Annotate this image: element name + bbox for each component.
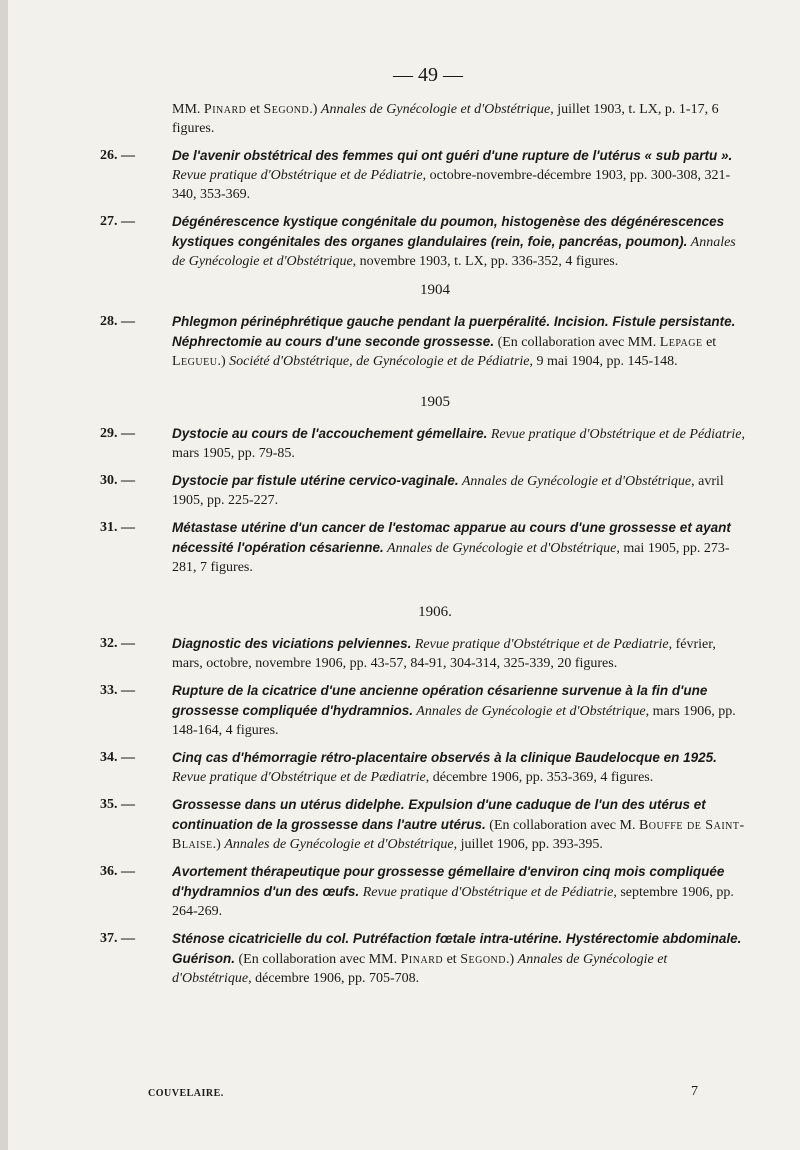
journal-name: Revue pratique d'Obstétrique et de Pédiatrie [487,427,742,442]
footer-signature: COUVELAIRE. [148,1088,224,1099]
footer-sheet-number: 7 [691,1084,698,1099]
entry-title: De l'avenir obstétrical des femmes qui ont guéri d'une rupture de l'utérus « sub partu ». [172,148,733,163]
entry-number: 33. — [100,683,135,698]
year-heading-1906: 1906. [418,604,452,620]
journal-name: Annales de Gynécologie et d'Obstétrique [172,235,736,269]
entry-title: Phlegmon périnéphrétique gauche pendant la puerpéralité. Incision. Fistule persistante. Néphrectomie au cours d'une seconde grossesse. [172,314,736,349]
entry-details: , mars 1906, pp. 148-164, 4 figures. [172,704,736,738]
entry-title: Diagnostic des viciations pelviennes. [172,636,412,651]
entry-36 [100,862,750,921]
journal-name: Société d'Obstétrique, de Gynécologie et de Pédiatrie [229,354,530,369]
entry-details: , septembre 1906, pp. 264-269. [172,885,734,919]
author-name: Segond [263,102,310,117]
entry-34 [100,748,750,787]
journal-name: Annales de Gynécologie et d'Obstétrique [320,102,551,117]
entry-29 [100,424,750,463]
entry-details: , avril 1905, pp. 225-227. [172,474,724,508]
entry-title: Sténose cicatricielle du col. Putréfaction fœtale intra-utérine. Hystérectomie abdominale. Guérison. [172,931,742,966]
entry-title: Métastase utérine d'un cancer de l'estomac apparue au cours d'une grossesse et ayant nécessité l'opération césarienne. [172,520,731,555]
entry-details: , février, mars, octobre, novembre 1906, pp. 43-57, 84-91, 304-314, 325-339, 20 figures. [172,637,716,671]
entry-details: , mai 1905, pp. 273-281, 7 figures. [172,541,730,575]
entry-number: 37. — [100,931,135,946]
author-name: Pinard [203,102,247,117]
entry-number: 35. — [100,797,135,812]
entry-32 [100,634,750,673]
entry-details: , mars 1905, pp. 79-85. [172,427,745,461]
entry-35: 35. — Grossesse dans un utérus didelphe. Expulsion d'une caduque de l'un des utérus et continuation de la grossesse dans l'autre utérus. (En collaboration avec M. Bouffe de Saint-Blaise.) Annales de Gynécologie et d'Obstétrique, juillet 1906, pp. 393-395. [100,797,745,852]
entry-number: 29. — [100,426,135,441]
author-name: Legueu [172,354,218,369]
journal-name: Annales de Gynécologie et d'Obstétrique [413,704,646,719]
entry-number: 30. — [100,473,135,488]
entry-26 [100,146,750,204]
entry-details: , 9 mai 1904, pp. 145-148. [529,354,678,369]
author-name: Lepage [659,335,703,350]
entry-title: Grossesse dans un utérus didelphe. Expulsion d'une caduque de l'un des utérus et continuation de la grossesse dans l'autre utérus. [172,797,706,832]
entry-title: Dégénérescence kystique congénitale du poumon, histogenèse des dégénérescences kystiques congénitales des organes glandulaires (rein, foie, pancréas, poumon). [172,214,725,249]
entry-number: 36. — [100,864,135,879]
entry-37: 37. — Sténose cicatricielle du col. Putréfaction fœtale intra-utérine. Hystérectomie abdominale. Guérison. (En collaboration avec MM. Pinard et Segond.) Annales de Gynécologie et d'Obstétrique, décembre 1906, pp. 705-708. [100,931,742,986]
entry-title: Rupture de la cicatrice d'une ancienne opération césarienne survenue à la fin d'une grossesse compliquée d'hydramnios. [172,683,708,718]
entry-number: 27. — [100,214,135,229]
journal-name: Revue pratique d'Obstétrique et de Pédiatrie [359,885,614,900]
entry-28: 28. — Phlegmon périnéphrétique gauche pendant la puerpéralité. Incision. Fistule persistante. Néphrectomie au cours d'une seconde grossesse. (En collaboration avec MM. Lepage et Legueu.) Société d'Obstétrique, de Gynécologie et de Pédiatrie, 9 mai 1904, pp. 145-148. [100,314,736,369]
entry-carryover: MM. Pinard et Segond.) Annales de Gynécologie et d'Obstétrique, juillet 1903, t. LX, p. 1-17, 6 figures. [172,102,719,136]
entry-30 [100,471,750,510]
journal-name: Revue pratique d'Obstétrique et de Pædiatrie [411,637,669,652]
entry-number: 34. — [100,750,135,765]
entry-title: Avortement thérapeutique pour grossesse gémellaire d'environ cinq mois compliquée d'hydramnios d'un des œufs. [172,864,725,899]
journal-name: Annales de Gynécologie et d'Obstétrique [172,952,668,986]
entry-number: 32. — [100,636,135,651]
entry-31 [100,518,750,577]
journal-name: Revue pratique d'Obstétrique et de Pédiatrie [172,168,423,183]
journal-name: Annales de Gynécologie et d'Obstétrique [458,474,692,489]
entry-details: , décembre 1906, pp. 705-708. [248,971,420,986]
entry-33 [100,681,750,740]
entry-title: Dystocie par fistule utérine cervico-vaginale. [172,473,459,488]
entry-title: Dystocie au cours de l'accouchement gémellaire. [172,426,488,441]
entry-number: 26. — [100,148,135,163]
entry-number: 28. — [100,314,135,329]
entry-details: , décembre 1906, pp. 353-369, 4 figures. [425,770,654,785]
entry-title: Cinq cas d'hémorragie rétro-placentaire observés à la clinique Baudelocque en 1925. [172,750,717,765]
journal-name: Annales de Gynécologie et d'Obstétrique [224,837,454,852]
author-name: Segond [460,952,506,967]
bibliography-list [100,100,750,996]
author-name: Pinard [400,952,444,967]
year-heading-1904: 1904 [420,282,450,298]
entry-details: , juillet 1906, pp. 393-395. [453,837,603,852]
entry-27 [100,212,750,271]
journal-name: Revue pratique d'Obstétrique et de Pædiatrie [172,770,426,785]
journal-name: Annales de Gynécologie et d'Obstétrique [383,541,617,556]
page-number: — 49 — [393,64,463,86]
entry-number: 31. — [100,520,135,535]
entry-details: , octobre-novembre-décembre 1903, pp. 300-308, 321-340, 353-369. [172,168,731,202]
author-name: Bouffe de Saint-Blaise [172,818,745,852]
entry-details: , novembre 1903, t. LX, pp. 336-352, 4 figures. [352,254,619,269]
year-heading-1905: 1905 [420,394,450,410]
